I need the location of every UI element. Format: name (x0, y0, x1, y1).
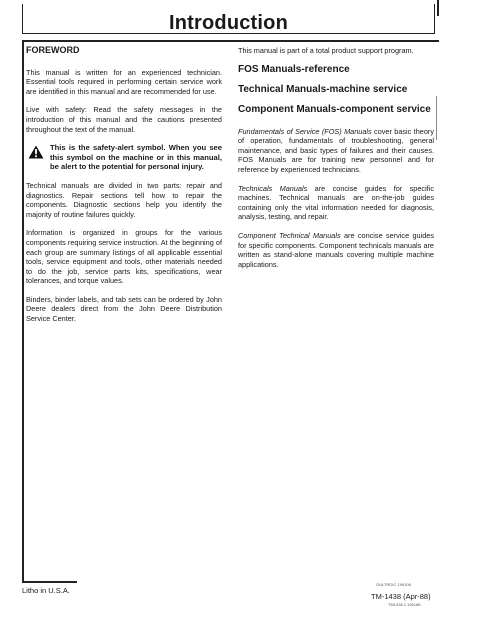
fos-text: cover basic theory of operation, fundamentals of troubleshooting, general maintenance, and basic types of failures and their causes. FOS Manuals are for training new personnel and for reference by experienced technicians. (238, 126, 434, 174)
foreword-paragraph-3: Technical manuals are divided in two parts: repair and diagnostics. Repair sections tell how to repair the components. Diagnostic sections help you identify the majority of routine failures quickly. (26, 180, 222, 219)
component-title: Component Technical Manuals (238, 230, 341, 240)
foreword-heading: FOREWORD (26, 45, 80, 55)
manual-id: TM-1438 (Apr-88) (371, 592, 431, 601)
safety-alert-text: This is the safety-alert symbol. When you see this symbol on the machine or in this manual, be alert to the potential for personal injury. (50, 143, 222, 172)
component-manuals-heading: Component Manuals-component service (238, 103, 431, 115)
technical-manuals-heading: Technical Manuals-machine service (238, 83, 408, 95)
right-column (238, 46, 434, 278)
foreword-paragraph-5: Binders, binder labels, and tab sets can be ordered by John Deere dealers direct from the John Deere Distribution Service Center. (26, 294, 222, 324)
page-title: Introduction (168, 12, 289, 34)
foreword-paragraph-2: Live with safety: Read the safety messages in the introduction of this manual and the cautions presented throughout the text of the manual. (26, 105, 222, 134)
safety-alert-block (26, 143, 222, 172)
title-box (22, 4, 435, 34)
fos-manuals-heading: FOS Manuals-reference (238, 63, 350, 75)
left-column (26, 46, 222, 333)
program-intro: This manual is part of a total product support program. (238, 46, 414, 55)
technical-title: Technicals Manuals (238, 183, 308, 193)
footer-page-code: TM1438 2 190188 (388, 602, 421, 607)
fos-description (238, 127, 434, 175)
foreword-paragraph-4: Information is organized in groups for the various components requiring service instruction. At the beginning of each group are summary listings of all applicable essential tools, service equipment and tools, other materials needed to do the job, service parts kits, specifications, wear tolerances, and torque values. (26, 228, 222, 286)
frame-left-rule (22, 40, 24, 582)
technical-description (238, 184, 434, 222)
frame-bottom-rule (22, 581, 77, 583)
header-tick-mark (437, 0, 439, 16)
component-text: are concise service guides for specific components. Component technicals manuals are written as stand-alone manuals covering multiple machine applications. (238, 230, 434, 269)
fos-title: Fundamentals of Service (FOS) Manuals (238, 126, 372, 136)
right-margin-mark (436, 96, 437, 140)
frame-top-rule (22, 40, 439, 42)
component-description (238, 231, 434, 269)
foreword-paragraph-1: This manual is written for an experienced technician. Essential tools required in performing certain service work are identified in this manual and are recommended for use. (26, 67, 222, 96)
technical-text: are concise guides for specific machines. Technical manuals are on-the-job guides containing only the vital information needed for diagnosis, analysis, testing, and repair. (238, 183, 434, 222)
safety-alert-triangle-icon (28, 145, 44, 172)
footer-code: OULTROIC 199108 (376, 582, 411, 587)
litho-footer: Litho in U.S.A. (22, 586, 70, 595)
